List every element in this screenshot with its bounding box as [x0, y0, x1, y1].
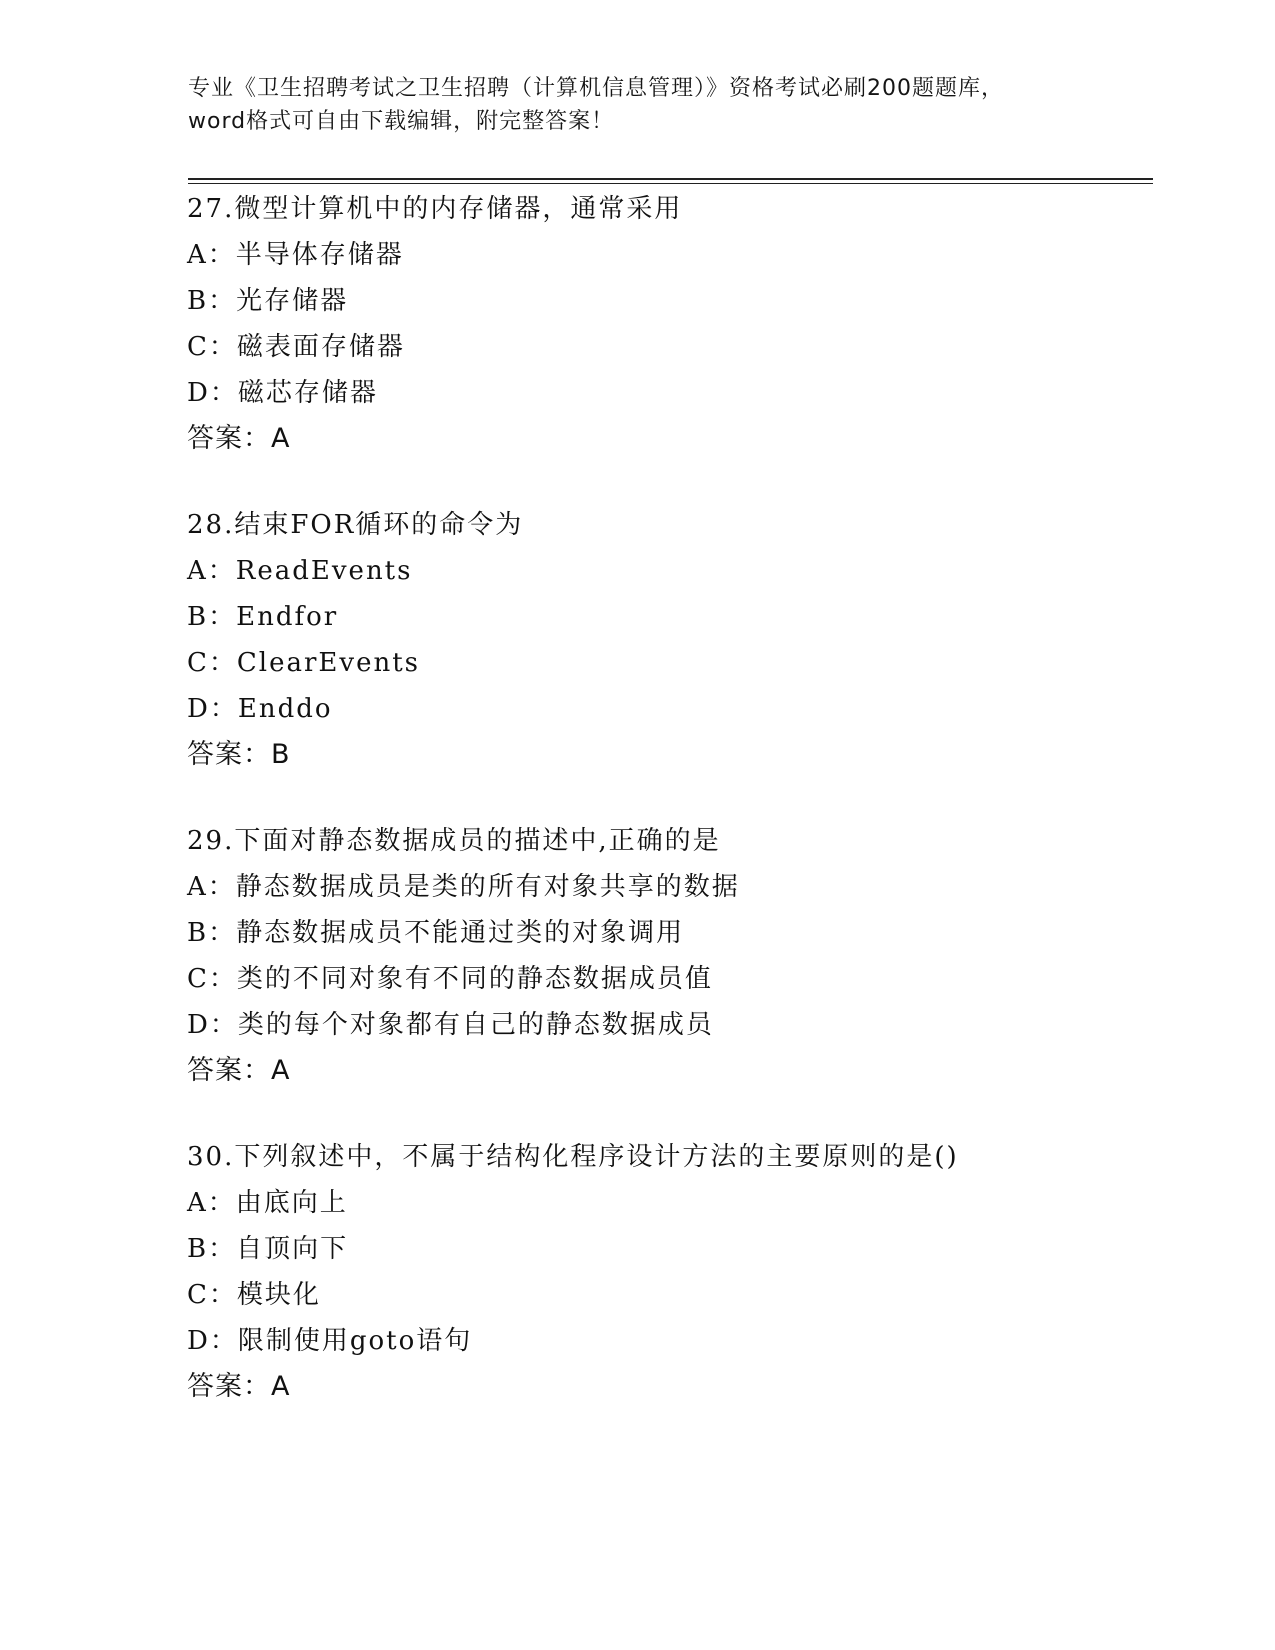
option-c: C：ClearEvents — [187, 648, 421, 678]
question-stem: 27.微型计算机中的内存储器，通常采用 — [187, 194, 683, 224]
option-a: A：静态数据成员是类的所有对象共享的数据 — [187, 872, 740, 902]
option-c: C：类的不同对象有不同的静态数据成员值 — [187, 964, 713, 994]
question-27 — [187, 186, 1147, 462]
header-divider-thin — [188, 183, 1153, 184]
option-a: A：由底向上 — [187, 1188, 348, 1218]
question-28 — [187, 502, 1147, 778]
answer-label: 答案：A — [187, 423, 291, 454]
question-stem: 28.结束FOR循环的命令为 — [187, 510, 524, 540]
question-29 — [187, 818, 1147, 1094]
question-30 — [187, 1134, 1147, 1410]
option-d: D：类的每个对象都有自己的静态数据成员 — [187, 1010, 714, 1040]
header-subtitle-line: word格式可自由下载编辑，附完整答案！ — [188, 109, 615, 134]
header-title-line: 专业《卫生招聘考试之卫生招聘（计算机信息管理）》资格考试必刷200题题库， — [188, 76, 1004, 101]
option-b: B：自顶向下 — [187, 1234, 349, 1264]
header-divider-thick — [188, 178, 1153, 180]
option-d: D：磁芯存储器 — [187, 378, 378, 408]
option-b: B：光存储器 — [187, 286, 349, 316]
option-a: A：半导体存储器 — [187, 240, 404, 270]
answer-label: 答案：A — [187, 1371, 291, 1402]
option-b: B：静态数据成员不能通过类的对象调用 — [187, 918, 685, 948]
option-c: C：磁表面存储器 — [187, 332, 405, 362]
option-a: A：ReadEvents — [187, 556, 413, 586]
option-c: C：模块化 — [187, 1280, 321, 1310]
answer-label: 答案：A — [187, 1055, 291, 1086]
document-header — [188, 72, 1088, 138]
option-b: B：Endfor — [187, 602, 339, 632]
option-d: D：限制使用goto语句 — [187, 1326, 473, 1356]
answer-label: 答案：B — [187, 739, 291, 770]
option-d: D：Enddo — [187, 694, 333, 724]
question-stem: 30.下列叙述中，不属于结构化程序设计方法的主要原则的是() — [187, 1142, 959, 1172]
question-stem: 29.下面对静态数据成员的描述中,正确的是 — [187, 826, 721, 856]
